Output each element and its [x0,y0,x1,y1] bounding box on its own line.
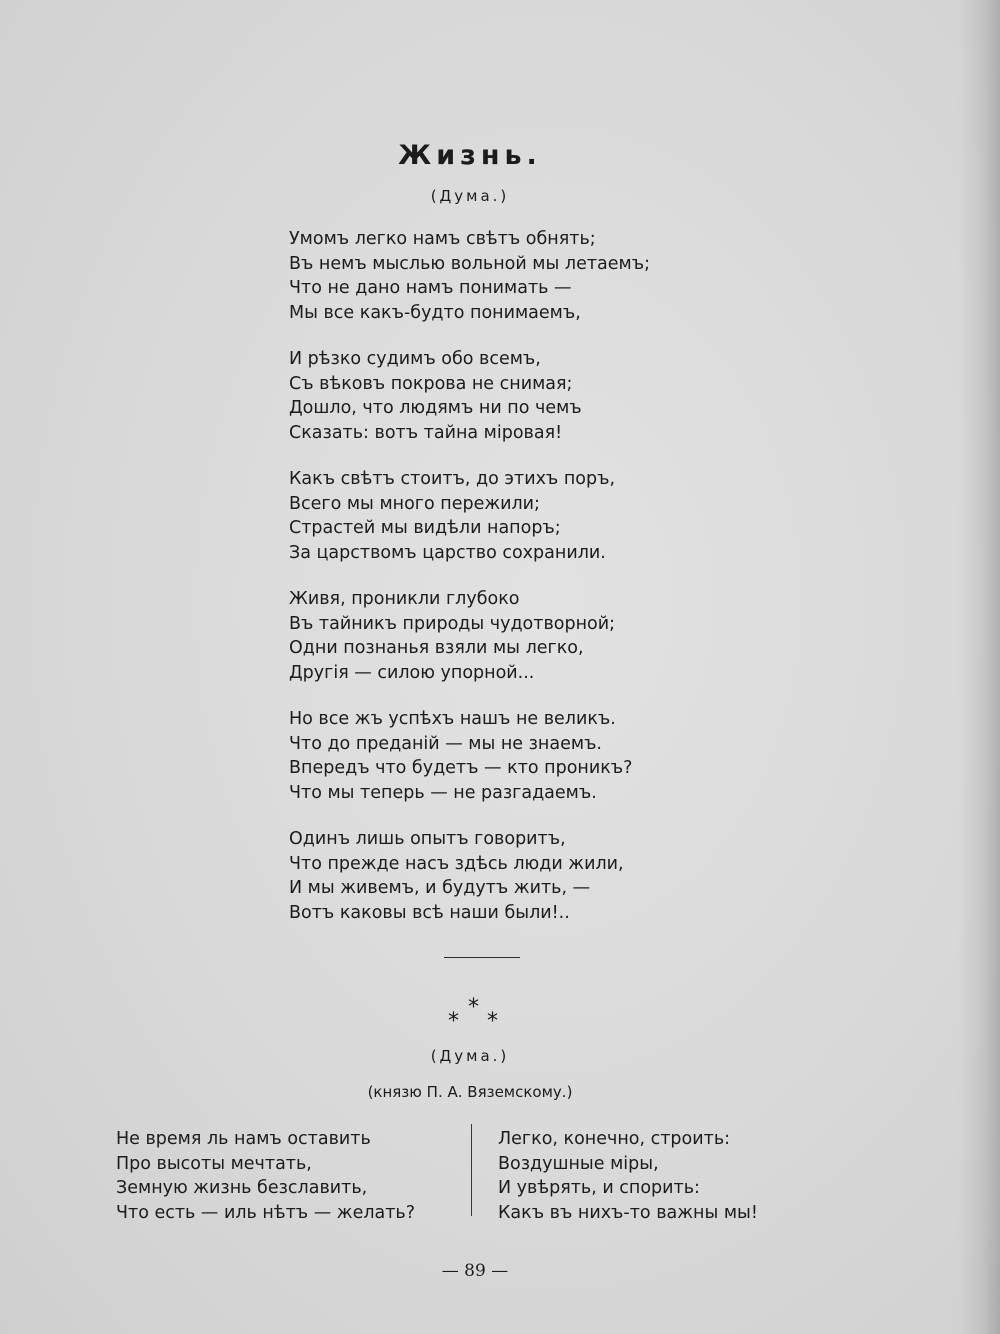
poem-line: Сказать: вотъ тайна міровая! [289,422,563,443]
poem-line: Въ тайникъ природы чудотворной; [289,613,615,634]
poem-subtitle: (Дума.) [430,187,510,205]
poem-line: Какъ въ нихъ-то важны мы! [498,1202,758,1223]
poem-line: Дошло, что людямъ ни по чемъ [289,398,582,418]
poem-line: Что есть — иль нѣтъ — желать? [116,1202,416,1223]
poem-line: Другія — силою упорной... [289,662,535,683]
poem-line: И увѣрять, и спорить: [498,1178,700,1198]
poem-line: Одни познанья взяли мы легко, [289,638,584,658]
poem-line: Какъ свѣтъ стоитъ, до этихъ поръ, [289,469,616,489]
right-column [498,1127,818,1225]
poem-line: Воздушные міры, [498,1153,659,1174]
poem-line: Умомъ легко намъ свѣтъ обнять; [289,229,596,249]
poem-title: Жизнь. [398,140,542,171]
poem-line: Что прежде насъ здѣсь люди жили, [289,853,624,874]
page-edge-shadow [958,0,1000,1334]
poem-line: Вотъ каковы всѣ наши были!.. [289,902,570,923]
poem-line: Что не дано намъ понимать — [289,278,572,298]
poem-line: Земную жизнь безславить, [116,1178,368,1198]
poem-line: За царствомъ царство сохранили. [289,542,606,563]
section-divider-rule [444,957,520,958]
stanza [289,227,709,325]
poem-line: Страстей мы видѣли напоръ; [289,518,561,538]
stanza [289,467,709,565]
poem-line: Не время ль намъ оставить [116,1129,371,1149]
poem-line: И рѣзко судимъ обо всемъ, [289,349,541,369]
poem-line: Что до преданій — мы не знаемъ. [289,733,602,754]
poem-line: Всего мы много пережили; [289,493,540,514]
poem-line: Съ вѣковъ покрова не снимая; [289,373,573,394]
poem-line: Но все жъ успѣхъ нашъ не великъ. [289,709,616,729]
poem-line: Про высоты мечтать, [116,1153,312,1174]
poem-line: Что мы теперь — не разгадаемъ. [289,782,597,803]
stanza [289,707,709,805]
column-divider [471,1124,472,1216]
second-poem-subtitle: (Дума.) [430,1047,510,1065]
left-column [116,1127,456,1225]
stanza [289,347,709,445]
poem-line: Впередъ что будетъ — кто проникъ? [289,758,633,778]
asterisk-top: * [468,995,479,1020]
page-number: — 89 — [441,1261,509,1281]
stanza [289,587,709,685]
asterisk-left: * [448,1009,459,1034]
poem-line: И мы живемъ, и будутъ жить, — [289,878,591,898]
poem-line: Живя, проникли глубоко [289,589,520,609]
stanza [289,827,709,925]
poem-line: Легко, конечно, строить: [498,1129,731,1149]
poem-body [289,227,709,947]
poem-line: Мы все какъ-будто понимаемъ, [289,302,581,323]
poem-line: Одинъ лишь опытъ говоритъ, [289,829,566,849]
asterisk-right: * [487,1009,498,1034]
dedication: (князю П. А. Вяземскому.) [367,1083,573,1101]
poem-line: Въ немъ мыслью вольной мы летаемъ; [289,253,650,274]
